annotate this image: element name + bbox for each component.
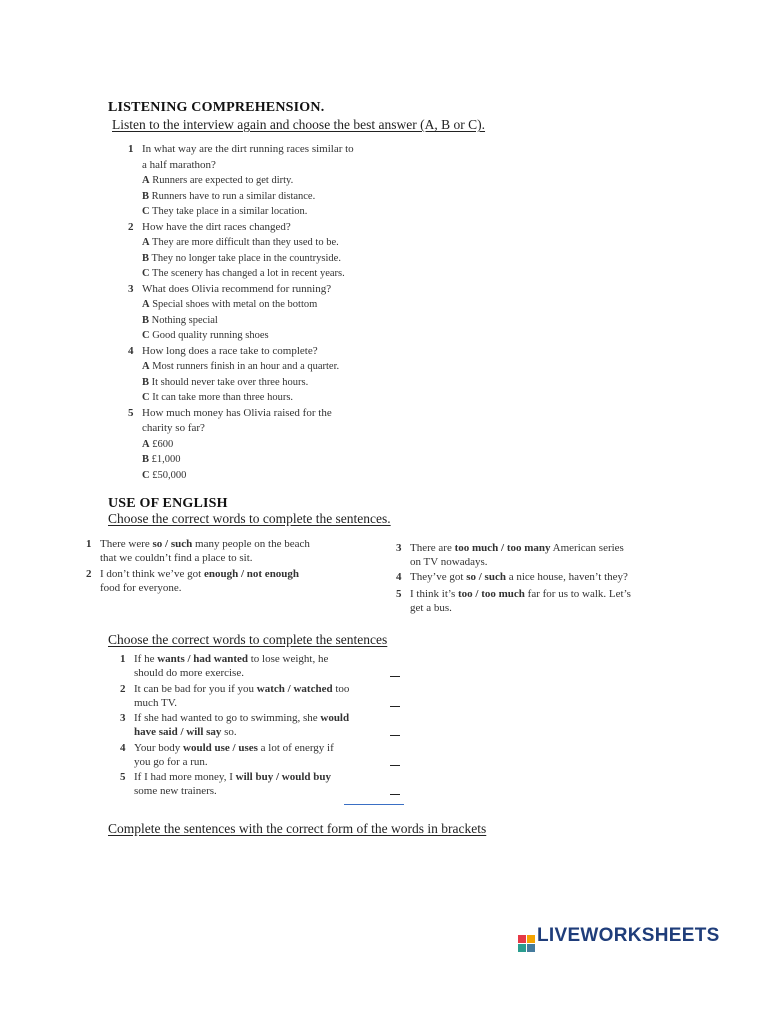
question-number: 2 — [128, 220, 134, 233]
sentence-line: food for everyone. — [100, 582, 182, 594]
sentence-line: on TV nowadays. — [410, 556, 488, 568]
sentence-text: If he — [134, 653, 158, 665]
answer-option[interactable] — [128, 297, 388, 313]
word-choice[interactable]: so / such — [466, 571, 506, 583]
option-letter: A — [142, 237, 150, 248]
conditionals-instruction: Choose the correct words to complete the sentences — [108, 632, 388, 647]
sentence-item — [120, 652, 414, 680]
sentence-text: so. — [221, 726, 237, 738]
answer-option[interactable] — [128, 390, 388, 406]
word-choice[interactable]: have said / will say — [134, 726, 222, 738]
sentence-number: 5 — [120, 771, 126, 783]
sentence-line — [134, 711, 414, 725]
question-text: How long does a race take to complete? — [142, 344, 318, 357]
sentence-text: Your body — [134, 741, 184, 754]
question-item — [128, 220, 388, 236]
answer-option[interactable] — [128, 251, 388, 267]
sentence-number: 4 — [396, 571, 402, 583]
word-choice[interactable]: wants / had wanted — [157, 653, 248, 665]
sentence-line — [134, 652, 414, 666]
sentence-item — [86, 567, 300, 595]
sentence-item — [396, 541, 624, 569]
question-text: How have the dirt races changed? — [142, 220, 291, 233]
option-letter: A — [142, 438, 150, 450]
option-text: Most runners finish in an hour and a quarter. — [152, 361, 340, 372]
word-choice[interactable]: watch / watched — [256, 682, 333, 695]
sentence-line — [134, 725, 414, 739]
sentence-text: to lose weight, he — [248, 653, 329, 665]
question-item — [128, 406, 388, 422]
question-number: 1 — [128, 143, 134, 155]
question-text-cont: a half marathon? — [142, 158, 216, 171]
question-item — [128, 344, 388, 360]
sentence-line — [134, 784, 414, 798]
option-text: Runners have to run a similar distance. — [151, 190, 316, 202]
option-letter: A — [142, 299, 150, 310]
sentence-number: 5 — [396, 588, 402, 600]
sentence-line — [100, 537, 310, 551]
word-choice[interactable]: too / too much — [457, 588, 525, 600]
sentence-text: far for us to walk. Let’s — [524, 588, 631, 600]
question-number: 3 — [128, 282, 134, 295]
sentence-number: 2 — [120, 682, 126, 695]
sentence-text: If I had more money, I — [134, 771, 236, 783]
answer-option[interactable] — [128, 189, 388, 205]
option-text: Special shoes with metal on the bottom — [152, 299, 318, 310]
question-text: How much money has Olivia raised for the — [142, 406, 332, 419]
listening-questions — [128, 142, 388, 483]
sentence-line: get a bus. — [410, 602, 452, 614]
sentence-line — [410, 587, 631, 601]
answer-option[interactable] — [128, 235, 388, 251]
word-choice[interactable]: too much / too many — [454, 542, 551, 554]
sentence-number: 1 — [86, 538, 92, 550]
question-text-cont: charity so far? — [142, 422, 205, 434]
conditionals-items — [120, 652, 414, 800]
sentence-text: They’ve got — [410, 571, 467, 583]
question-number: 4 — [128, 344, 134, 357]
answer-blank[interactable] — [390, 735, 400, 736]
word-choice[interactable]: will buy / would buy — [235, 771, 331, 783]
answer-option[interactable] — [128, 204, 388, 220]
option-text: It can take more than three hours. — [152, 392, 294, 403]
option-text: £50,000 — [152, 469, 187, 481]
option-letter: B — [142, 314, 150, 326]
sentence-line — [134, 770, 414, 784]
sentence-text: There were — [100, 538, 153, 550]
sentence-text: a lot of energy if — [257, 741, 334, 754]
use-of-english-instruction: Choose the correct words to complete the sentences. — [108, 511, 391, 526]
option-text: They take place in a similar location. — [152, 206, 308, 217]
option-text: Nothing special — [151, 314, 218, 326]
option-letter: B — [142, 454, 150, 465]
option-text: Good quality running shoes — [152, 330, 269, 341]
answer-option[interactable] — [128, 173, 388, 189]
sentence-line — [134, 696, 414, 710]
logo-grid-icon — [518, 935, 535, 952]
use-of-english-heading: USE OF ENGLISH — [108, 496, 228, 511]
sentence-text: It can be bad for you if you — [134, 682, 257, 695]
sentence-item — [86, 537, 310, 565]
sentence-item — [120, 711, 414, 739]
answer-blank[interactable] — [390, 706, 400, 707]
sentence-line: that we couldn’t find a place to sit. — [100, 552, 253, 564]
sentence-text: a nice house, haven’t they? — [505, 571, 628, 583]
option-letter: C — [142, 330, 150, 341]
sentence-item — [396, 587, 631, 615]
answer-option[interactable] — [128, 313, 388, 329]
option-text: The scenery has changed a lot in recent years. — [152, 268, 345, 279]
sentence-number: 3 — [120, 712, 126, 724]
sentence-number: 3 — [396, 542, 402, 554]
question-text: In what way are the dirt running races similar to — [142, 143, 354, 155]
option-letter: C — [142, 206, 150, 217]
sentence-text: too — [332, 682, 350, 695]
logo-text: LIVEWORKSHEETS — [537, 925, 720, 946]
sentence-line — [134, 666, 414, 680]
sentence-item — [120, 682, 414, 710]
option-letter: C — [142, 268, 150, 279]
option-letter: B — [142, 376, 150, 388]
sentence-text: I don’t think we’ve got — [100, 568, 204, 580]
sentence-line — [134, 755, 414, 769]
sentence-line — [134, 741, 414, 755]
sentence-line — [134, 682, 414, 696]
sentence-item — [120, 741, 414, 769]
complete-instruction: Complete the sentences with the correct form of the words in brackets — [108, 821, 487, 836]
sentence-item — [396, 570, 628, 584]
option-text: £1,000 — [151, 454, 181, 465]
liveworksheets-logo — [518, 925, 720, 952]
option-letter: B — [142, 190, 150, 202]
question-item — [128, 142, 388, 158]
answer-option[interactable] — [128, 266, 388, 282]
option-letter: C — [142, 392, 150, 403]
option-text: They no longer take place in the countryside. — [151, 252, 341, 264]
sentence-number: 1 — [120, 653, 126, 665]
sentence-text: If she had wanted to go to swimming, she — [134, 712, 321, 724]
sentence-line — [410, 541, 624, 555]
sentence-text: American series — [550, 542, 624, 554]
answer-underline — [344, 804, 404, 805]
listening-heading: LISTENING COMPREHENSION. — [108, 100, 325, 115]
answer-blank[interactable] — [390, 794, 400, 795]
answer-option[interactable] — [128, 359, 388, 375]
question-number: 5 — [128, 406, 134, 419]
sentence-number: 4 — [120, 741, 126, 754]
answer-option[interactable] — [128, 328, 388, 344]
option-text: Runners are expected to get dirty. — [152, 175, 294, 186]
answer-blank[interactable] — [390, 676, 400, 677]
sentence-text: I think it’s — [410, 588, 458, 600]
option-letter: B — [142, 252, 150, 264]
sentence-text: some new trainers. — [134, 785, 217, 797]
answer-option[interactable] — [128, 437, 388, 453]
sentence-text: There are — [410, 542, 455, 554]
answer-option[interactable] — [128, 375, 388, 391]
option-letter: A — [142, 361, 150, 372]
sentence-item — [120, 770, 414, 798]
sentence-text: should do more exercise. — [134, 667, 244, 679]
sentence-text: you go for a run. — [134, 755, 208, 768]
answer-option[interactable] — [128, 452, 388, 468]
word-choice[interactable]: so / such — [152, 538, 193, 550]
option-text: They are more difficult than they used to be. — [152, 237, 339, 248]
option-text: It should never take over three hours. — [151, 376, 309, 388]
sentence-text: much TV. — [134, 696, 177, 709]
answer-option[interactable] — [128, 468, 388, 484]
option-text: £600 — [152, 438, 174, 450]
word-choice[interactable]: would use / uses — [183, 741, 258, 754]
word-choice[interactable]: enough / not enough — [203, 568, 300, 580]
question-item — [128, 282, 388, 298]
sentence-line — [100, 567, 299, 581]
option-letter: C — [142, 469, 150, 481]
question-text: What does Olivia recommend for running? — [142, 282, 332, 295]
answer-blank[interactable] — [390, 765, 400, 766]
sentence-text: many people on the beach — [192, 538, 310, 550]
listening-instruction: Listen to the interview again and choose the best answer (A, B or C). — [112, 117, 486, 132]
sentence-line — [410, 570, 628, 584]
word-choice[interactable]: would — [320, 712, 350, 724]
option-letter: A — [142, 175, 150, 186]
sentence-number: 2 — [86, 568, 92, 580]
